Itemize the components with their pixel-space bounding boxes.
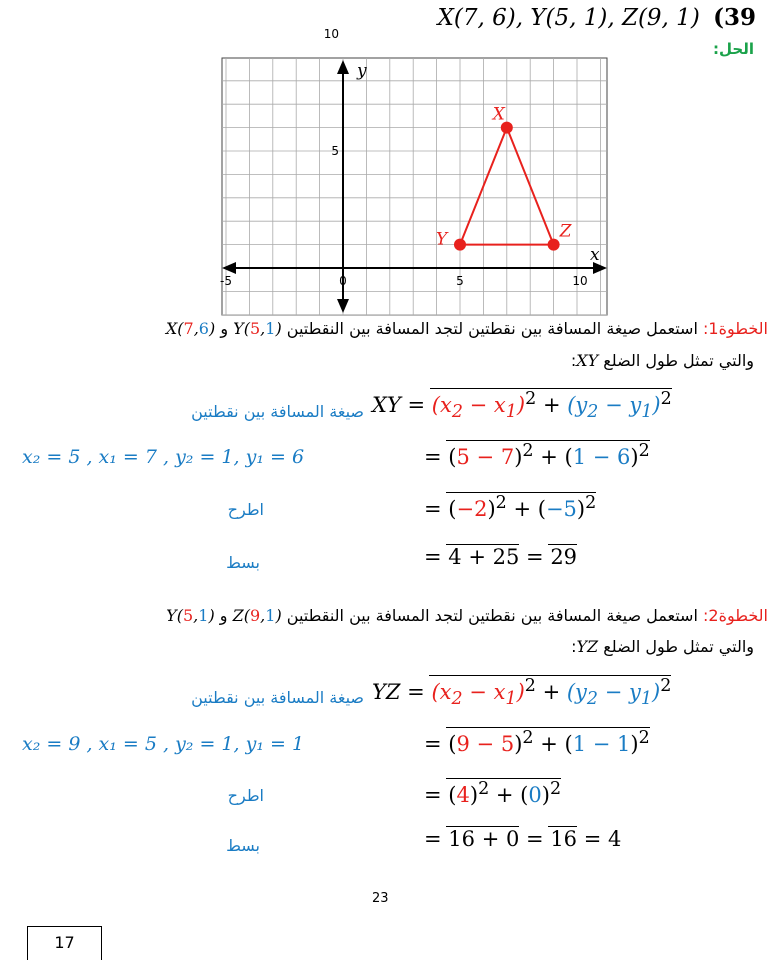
- y-tick-label: 5: [331, 144, 339, 158]
- step2-label: الخطوة2:: [703, 606, 768, 625]
- step1-and: و: [220, 319, 229, 338]
- problem-points: X(7, 6), Y(5, 1), Z(9, 1): [437, 5, 700, 31]
- graph-frame: [222, 58, 607, 315]
- problem-header: [438, 4, 757, 31]
- step1-substituted: = $(5 - 7)^2 + (1 - 6)^2$: [424, 441, 650, 469]
- point-y: [454, 239, 466, 251]
- step2-formula-note: صيغة المسافة بين نقطتين: [191, 688, 364, 707]
- step2-substituted: = $(9 - 5)^2 + (1 - 1)^2$: [424, 728, 650, 756]
- step2-segment: YZ: [576, 637, 599, 656]
- problem-number: (39: [713, 4, 756, 31]
- x-tick-label: 5: [456, 274, 464, 288]
- step1-point-x: X(7,6): [165, 319, 216, 338]
- point-label-z: Z: [559, 221, 572, 242]
- step2-simplified: = 16 + 0 = 16 = 4: [424, 827, 622, 851]
- step1-simplified: = 4 + 25 = 29: [424, 545, 578, 569]
- page-box-number: 17: [27, 926, 102, 960]
- step2-point-y: Y(5,1): [166, 606, 215, 625]
- page-number: 23: [372, 891, 389, 906]
- step2-subtracted: = $(4)^2 + (0)^2$: [424, 779, 562, 807]
- step1-formula-note: صيغة المسافة بين نقطتين: [191, 402, 364, 421]
- x-tick-label: 10: [572, 274, 588, 288]
- x-axis-label: x: [590, 245, 600, 265]
- step1-point-y: Y(5,1): [233, 319, 282, 338]
- step2-line2: [571, 637, 754, 656]
- step2-text: استعمل صيغة المسافة بين نقطتين لتجد المسافة بين النقطتين: [286, 606, 698, 625]
- step1-label: الخطوة1:: [703, 319, 768, 338]
- step2-point-z: Z(9,1): [232, 606, 282, 625]
- step2-subtract-note: اطرح: [227, 786, 264, 805]
- step1-line2: [571, 351, 754, 370]
- step1-text: استعمل صيغة المسافة بين نقطتين لتجد المسافة بين النقطتين: [286, 319, 698, 338]
- step1-subtract-note: اطرح: [227, 500, 264, 519]
- step1-line1: [166, 319, 768, 338]
- step2-colon: :: [571, 637, 577, 656]
- step1-substitution: x₂ = 5 , x₁ = 7 , y₂ = 1, y₁ = 6: [22, 446, 305, 468]
- point-label-x: X: [492, 104, 505, 125]
- step1-formula: XY = $(x_2 - x_1)^2 + (y_2 - y_1)^2$: [372, 389, 672, 423]
- step1-colon: :: [570, 351, 577, 370]
- coordinate-graph: [220, 27, 607, 315]
- step2-line1: [166, 606, 768, 625]
- step1-line2-text: والتي تمثل طول الضلع: [603, 351, 754, 370]
- step2-formula: YZ = $(x_2 - x_1)^2 + (y_2 - y_1)^2$: [372, 676, 672, 710]
- step2-simplify-note: بسط: [226, 836, 260, 855]
- y-tick-label: 10: [323, 27, 339, 41]
- point-label-y: Y: [436, 229, 448, 250]
- x-tick-label: -5: [220, 274, 232, 288]
- step2-line2-text: والتي تمثل طول الضلع: [603, 637, 754, 656]
- step1-subtracted: = $(-2)^2 + (-5)^2$: [424, 493, 597, 521]
- point-z: [548, 239, 560, 251]
- step1-simplify-note: بسط: [226, 553, 260, 572]
- step1-segment: XY: [576, 351, 599, 370]
- solution-label: الحل:: [713, 40, 754, 58]
- y-axis-label: y: [357, 61, 367, 81]
- step2-substitution: x₂ = 9 , x₁ = 5 , y₂ = 1, y₁ = 1: [22, 733, 305, 755]
- step2-and: و: [219, 606, 228, 625]
- x-tick-label: 0: [339, 274, 347, 288]
